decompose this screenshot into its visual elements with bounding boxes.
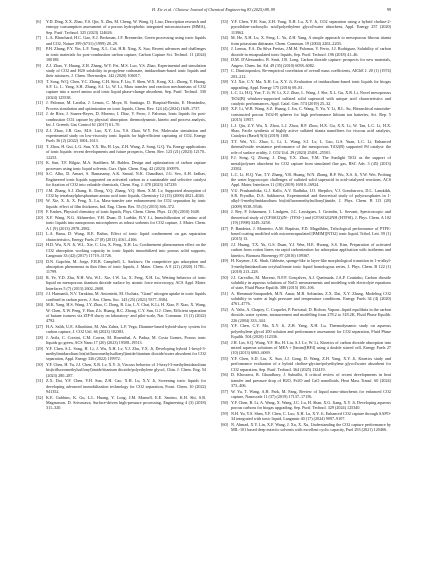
reference-entry [221,291,391,307]
reference-entry [221,188,391,209]
reference-entry [221,123,391,139]
reference-text: H. Kuymer, J.K. Shah, Gibbsite, sponge-like to layer-like morphological transition in 1-n-alkyl-3-methylimidazolium octylsulfonate ionic liquid homologous series, J. Phys. Chem. B 122 (1) (2018) 213–228. [231,258,391,274]
reference-text: F.J. Song, Q. Zhong, J. Ding, Y.X. Zhao, Y.M. The Sunlight TiO2 as the support of metal/polymer absorbent for CO2 capture from simulated flue gas, RSC Adv. 3 (45) (2013) 23502. [231,155,391,171]
reference-number: [10] [36,78,43,84]
reference-entry [221,422,391,433]
reference-text: Y.F. Chen, C.Y. Ma, X.Y. Ji, Z.H. Yang, X.H. Lu, Thermodynamic study on aqueous polyethylene glycol 200 solution and performance assessment for CO2 separation, Fluid Phase Equilib. 504 (2020) 112336. [231,323,391,340]
reference-number: [16] [36,171,43,177]
reference-text: M.K. Yang, H.S. Wang, J.Y. Zhao, C. Dong, B. Liu, L.Y. Chai, K.Li, H. Xiao, P. Xiao, X. Wang, W. Chen, X.W. Peng, Y. Han, Z.h. Huang, R.C. Zhong, C.Y. Sun, G.J. Chen, Efficient separation of butane isomers via ZIF-8 slurry on laboratory- and pilot-scale, Nat. Commun. 13 (1) (2022) 4792. [46,302,206,324]
reference-text: L.A. Blanchard, H.C. Gao, E.J. Beckman, J.F. Brennecke, Green processing using ionic liquids and CO2, Nature 399 (6731) (1999) 28–29. [46,35,206,46]
reference-number: [41] [221,122,228,128]
reference-entry [221,400,391,411]
reference-entry [36,242,206,258]
reference-text: N.H. Yu, Y.S. Shen, Y.F. Chen, C. Luo, X.H. Lu, X.Y. Ji, Enhanced CO2 capture through SAPO-34 integrated with ionic liquid, Langmuir 40 (17) (2024) 9097–9107. [231,410,391,421]
reference-number: [15] [36,160,43,166]
reference-text: L.A. Banu, D. Wang, R.E. Baltus, Effect of ionic liquid confinement on gas separation characteristics, Energy Fuels 27 (8) (2013) 4161–4166. [46,231,206,242]
reference-number: [32] [36,394,43,400]
reference-number: [28] [36,334,43,340]
reference-text: Y.J. Xie, C.Y. Ma, X.H. Lu, X.Y. Ji, Evaluation of imidazolium-based ionic liquids for biogas upgrading, Appl. Energy 175 (2016) 69–81. [231,79,391,90]
reference-text: V.U. Prashanthika, G.J. Kallo, A.V. Radhika, I.O. Shepilov, V.J. Goncharova, D.L. Lanskikh, S.R. Pryadko, D.A. Sakharova, Experimental and theoretical study of polyoxosphates in 1-alkyl-3-methylimidazolium bis(trifluoromethylsulfonyl)imide, J. Phys. Chem. B 113 (28) (2009) 9538–9546. [231,187,391,209]
reference-text: D.N. Gapchin, M. Jorge, F.R.B. Campbell, L. Sarkisov, On competitive gas adsorption and absorption phenomena in thin films of ionic liquids, J. Mater. Chem. A 8 (21) (2020) 11781–11799. [46,258,206,275]
reference-entry [36,171,206,187]
reference-text: Y.F. Chen, H. Yu, J.J. Chen, X.R. Lv, X.Y. Ji, Viscous behavior of 1-hexyl-3-methylimidazolium bis(trifluoromethylsulfonyl)imide/titanium dioxide/polyethylene glycol, Chin. J. Chem. Eng. 54 (2023) 280–287. [46,362,206,378]
reference-text: Y.D. Ding, X.X. Zhao, Y.S. Qin, X. Zhu, M. Cheng, W. Wang, Q. Liao, Description research and entropy consumption assessment of a porous hydrophobic integrated microstructures (MMA), Sep. Purif. Technol. 325 (2023) 124626. [46,19,206,35]
reference-text: R. Ye, Y.D. Zhu, N.H. Wu, W.L. Xie, J.W. Lu, X. Feng, X.H. Lu, Wetting behavior of ionic liquid on mesoporous titanium dioxide surface by atomic force microscopy, ACS Appl. Mater. Interfaces 5 (7) (2013) 2602–2608. [46,274,206,291]
reference-text: F. Endres, Physical chemistry of ionic liquids, Phys. Chem. Chem. Phys. 12 (8) (2010) 1648. [46,209,200,215]
reference-entry [221,389,391,400]
reference-text: P. Bandetra, J. Monteiro, A.M. Baptista, F.D. Magalhães, Tribological performance of PTFE-based coating modified with microencapsulated [BMIM][NTf2] ionic liquid, Tribol. Lett. 59 (1) (2015) 13. [231,225,391,242]
reference-text: A. Valtz, A. Chapoy, C. Coquelet, P. Paricaud, D. Richon, Vapour–liquid equilibria in the carbon dioxide–water system, measurement and modelling from 278.2 to 318.2K, Fluid Phase Equilib. 226 (2004) 333–344. [231,307,391,323]
reference-number: [29] [36,345,43,351]
reference-number: [50] [221,274,228,280]
reference-number: [18] [36,198,43,204]
reference-entry [36,35,206,46]
reference-text: L.J. Qiu, Z.Y. Wu, X. Zhou, L.J. Zhou, B.P. Zhou, H.X. Gu, X.X. Li, W. Tan, L.C. Li, H.X. Shao, Facile synthesis of highly active sulfated titania nanofibers for viscous acid catalysis, Catalysts (Basel) 9(3) (2019) 1168. [231,122,391,139]
reference-text: J.J. Huang, T.X. Yu, G.S. Duan, Y.J. Wen, H.E. Hwang, S.S. Kim, Preparation of activated carbon from cotton liners via rapid carbonization for adsorption application with isotherms and kinetics, Biomass Bioenergy 87 (2016) 109367. [231,242,391,258]
running-header [36,5,391,15]
reference-number: [6] [36,19,41,24]
reference-entry [221,68,391,79]
reference-text: J. de Riva, J. Suarez-Reyes, D. Moreno, I. Díaz, V. Ferro, J. Palomar, Ionic liquids for post-combustion CO2 capture by physical absorption: thermodynamic, kinetic and process analysis, Int. J. Greenh. Gas Control 61 (2017) 61–70. [46,111,206,127]
reference-number: [31] [36,378,43,384]
reference-number: [12] [36,111,43,117]
reference-text: A. Hemmati-Sarapardeh, M.N. Amar, M.R. Soltanian, Z.X. Dai, X.Y. Zhang, Modeling CO2 solubility in water at high pressure and temperature conditions, Energy Fuels 34 (4) (2020) 4761–4776. [231,290,391,307]
reference-entry [36,188,206,199]
reference-text: Z.J. Zhao, J.B. Gao, M.S. Luo, X.Y. Liu, Y.S. Zhao, W.Y. Fei, Molecular simulation and experimental study on low-viscosity ionic liquids for high-efficient capturing of CO2, Energy Fuels 36 (2) (2022) 1604–1613. [46,127,206,144]
reference-entry [36,198,206,209]
reference-number: [25] [36,291,43,297]
reference-number: [35] [221,46,228,52]
reference-number: [52] [221,307,228,313]
journal-citation-line: H. Xie et al. / Chinese Journal of Chemical Engineering 83 (2025) 88–99 [151,7,276,12]
reference-entry [221,323,391,339]
reference-entry [221,155,391,171]
reference-number: [57] [221,388,228,394]
reference-number: [14] [36,143,43,149]
reference-number: [21] [36,231,43,237]
reference-entry [221,172,391,188]
reference-text: L.C. Li, H.Q. Yue, T.Y. Zhang, Y.B. Huang, W.N. Zhang, B.P. Wu, X.S. Ji, Y.W. Wei, Probing the water hygroscopic challenges of sulfated solid superacid in acid-catalyzed reactions, ACS Appl. Mater. Interfaces 11 (18) (2019) 16910–16924. [231,171,391,188]
reference-entry [36,111,206,127]
reference-entry [221,139,391,155]
reference-entry [221,106,391,122]
reference-number: [53] [221,323,228,329]
reference-entry [221,411,391,422]
reference-entry [36,335,206,346]
reference-text: J.I. Harmanli, N.V. Tarakina, M. Antonietti, M. Oschatz, "Giant" nitrogen uptake in ionic liquids confined in carbon pores, J. Am. Chem. Soc. 143 (25) (2021) 9377–9384. [46,291,206,302]
reference-entry [36,275,206,291]
reference-number: [42] [221,139,228,145]
reference-number: [59] [221,410,228,416]
reference-entry [221,209,391,225]
reference-entry [221,258,391,274]
reference-number: [27] [36,323,43,329]
reference-text: D. Khosrava, R. Ghoudbary, J. Subudhi, A critical review of recent developments in heat transfer and pressure drop of H2O, Fe2O and CaO nanofluids, Heat Mass Transf. 60 (2024) 373–406. [231,372,391,388]
reference-text: K.E. Gubbins, K. Gu, L.L. Huang, Y. Long, J.M. Mansell, E.E. Santiso, K.H. Shi, S.B. Magnusson, D. Srivastava, Surface-driven high-pressure processing, Engineering 4 (3) (2018) 311–320. [46,394,206,411]
reference-text: Y.F. Chen, Y.H. Sun, Z.H. Yang, X.H. Lu, X.Y. Ji, CO2 separation using a hybrid choline-2-pyrrolidine-carboxylic acid/polyethylene glycol/water absorbent, Appl. Energy 257 (2020) 113962. [231,19,391,35]
reference-number: [38] [221,79,228,85]
reference-entry [221,307,391,323]
reference-entry [221,242,391,258]
reference-number: [13] [36,127,43,133]
reference-number: [20] [36,215,43,221]
reference-number: [54] [221,339,228,345]
reference-text: Y.F. Chen, S.D. Liu, X. Sun, J.J. Gong, D. Wang, Z.H. Yang, X.Y. Ji, Kinetics study and performance evaluation of a hybrid choline-glycine/polyethylene glycol/water absorbent for CO2 separation, Sep. Purif. Technol. 364 (2025) 132419. [231,356,391,372]
reference-number: [45] [221,187,228,193]
reference-number: [11] [36,100,43,106]
references-column-left [36,19,206,411]
reference-number: [8] [36,46,41,52]
reference-text: D.M. D'Alessandro, B. Smit, J.R. Long, Carbon dioxide capture: prospects for new materials, Angew. Chem. Int. Ed. 49 (35) (2010) 6058–6082. [231,57,391,68]
reference-entry [36,395,206,411]
reference-entry [36,209,206,214]
reference-entry [36,128,206,144]
reference-text: J. Rey, P. Johannsen, J. Lindgren, J.C. Lassègues, J. Grondin, L. Servant, Spectroscopic and theoretical study of (CF3SO2)2N− (TFSI−) and (CF3SO2)2NH (HTFSI), J. Phys. Chem. A 102 (19) (1998) 3249–3258. [231,209,391,226]
reference-text: T. Zhou, H. Gui, L.G. Sun, Y.X. Hu, H. Lyu, Z.H. Wang, Z. Song, G.Q. Yu, Energy applications of ionic liquids: recent developments and future prospects, Chem. Rev. 123 (21) (2023) 12170–12253. [46,143,206,160]
reference-entry [36,160,206,171]
reference-number: [34] [221,35,228,41]
reference-entry [221,372,391,388]
reference-number: [19] [36,209,43,215]
reference-number: [33] [221,19,228,24]
reference-text: H.D. Wu, X.N. Ji, W.L. Xie, C. Liu, X. Feng, X.H. Lu, Confinement phenomenon effect on the CO2 absorption working capacity in ionic liquids immobilized into porous solid supports, Langmuir 33 (42) (2017) 11719–11726. [46,242,206,259]
reference-number: [48] [221,242,228,248]
reference-number: [55] [221,356,228,361]
reference-number: [49] [221,258,228,264]
reference-entry [221,79,391,90]
reference-text: W. Xie, X. Ji, X. Feng, X. Lu, Mass-transfer rate enhancement for CO2 separation by ionic liquids: effect of film thickness, Ind. Eng. Chem. Res. 55 (1) (2015) 366–372. [46,198,206,209]
reference-text: J.H. Lin, S.Q. Wang, Y.F. Hu, H. Liu, S.J. Lv, W. Li, Kinetics of carbon dioxide absorption into mixed aqueous solutions of MEA + [bmim][BF4] using a double stirred cell, Energy Fuels 27 (10) (2013) 6063–6069. [231,339,391,356]
reference-text: S.C. Albo, D. Ansari, S. Ramasamy, A.K. Samal, N.K. Chaudhari, J.G. Seo, A.H. Jadhav, Engineered ionic liquids supported on activated carbon as a sustainable and selective catalyst for fixation of CO2 into valuable chemicals, Chem. Eng. J. 478 (2023) 147239. [46,171,206,187]
reference-number: [43] [221,155,228,161]
reference-number: [40] [221,106,228,112]
reference-entry [221,19,391,35]
reference-text: N. Ahmad, X.Y. Lin, X.F. Wang, J. Xu, X. Xu, Understanding the CO2 capture performance by MIL-101 based deep eutectic solvents with excellent cyclic capacity, Fuel 293 (2021) 120466. [231,421,391,432]
reference-text: W. Yu, T. Wang, A.H. Park, M. Fang, Review of liquid nano-absorbents for enhanced CO2 capture, Nanoscale 11 (37) (2019) 17137–17156. [231,388,391,399]
reference-text: T.T. Wei, Y.L. Zhao, L. Li, L. Wang, S.J. Lv, L. Gao, G.S. Yuan, L.C. Li, Enhanced thermal/oxide resistance performance of the mesoporous TiO2(B) supported Pd catalyst: the role of surface acidity, J. CO2 Util. 29 (2023) 25491–25501. [231,139,391,155]
reference-entry [221,226,391,242]
reference-number: [46] [221,209,228,215]
reference-number: [56] [221,372,228,378]
reference-entry [221,275,391,291]
reference-entry [36,362,206,378]
reference-number: [37] [221,68,228,74]
reference-text: J. Palomar, M. Larriba, J. Lemus, C. Moya, R. Santiago, D. Hospital-Benito, E. Hernández, Process simulation and optimization on ionic liquids, Chem. Rev. 124 (4) (2024) 1649–1737. [46,100,206,111]
reference-text: Z.J. Zhao, Y. Huang, Z.H. Zhang, W.Y. Fei, M.S. Luo, Y.S. Zhao, Experimental and simulation study of CO2 and H2S solubility in propylene carbonate, imidazolium-based ionic liquids and their mixtures, J. Chem. Thermodyn. 142 (2020) 106017. [46,62,206,79]
reference-text: X.F. Wang, N.G. Akhmedov, Y.H. Duan, D. Luebke, B.Y. Li, Immobilization of amino acid ionic liquids into nanoporous microspheres as robust sorbents for CO2 capture, J. Mater. Chem. A 1 (9) (2013) 2978–2982. [46,215,206,231]
reference-text: X.F. Li, W.B. Wang, S.Z. Huang, J. Jin, C. Wang, Y. Yu, Y. Li, B.L. Su, Hierarchical nanotube-constructed porous TiO2-B spheres for high performance lithium ion batteries, Sci. Rep. 5 (2015) 11957. [231,106,391,123]
reference-entry [36,231,206,242]
reference-number: [60] [221,421,228,427]
reference-number: [24] [36,274,43,280]
reference-number: [58] [221,399,228,405]
reference-entry [221,340,391,356]
reference-entry [221,46,391,57]
reference-text: L.C. Li, H.Q. Yue, T. Ji, W. Li, X.J. Zhao, L. Wang, J. She, X.L. Gu, X.R. Li, Novel mesoporous TiO2(B) whiskers-supported sulfated solid superacid with unique acid characteristics and catalytic performances, Appl. Catal. Gen. 574 (2019) 25–32. [231,90,391,106]
reference-text: Y.F. Chen, B. Li, A. Wang, X. Wang, J.C. Lu, H. Shan, X.G. Jiang, X.Y. Ji, Developing aqueous porous carbons for biogas upgrading, Sep. Purif. Technol. 329 (2024) 125340. [231,399,391,410]
reference-number: [47] [221,225,228,231]
reference-text: T. Song, W.Q. Chen, Y.C. Zhang, C.H. Sitta, F. Liu, Y. Shen, W.X. Kong, X.L. Zhong, Y. Huang, S.F. Li, L. Yang, S.H. Zhang, S.J. Li, W. Li, Mass transfer and reaction mechanisms of CO2 capture into a novel amino acid ionic liquid phase-change absorbent, Sep. Purif. Technol. 330 (2024) 125538. [46,78,206,100]
reference-number: [26] [36,302,43,308]
reference-entry [221,356,391,372]
reference-text: J.M. Zhang, S.J. Zhang, K. Dong, Y.Q. Zhang, Y.Q. Shen, X.M. Lv, Supported absorption of CO2 by tetrabutylphosphonium amino acid ionic liquids, Chemistry 12 (15) (2006) 4021–4026. [46,187,206,198]
references-column-right [221,19,391,433]
page-number: 99 [386,7,391,12]
reference-entry [36,46,206,62]
reference-text: P.H. Zhang, P.Y. Yin, L.F. Yang, X.L. Cui, H.B. Xing, X. Suo, Recent advances and challenges in ionic materials for post-combustion carbon capture, Carbon Capture Sci. Technol. 11 (2024) 100188. [46,46,206,62]
reference-entry [36,346,206,362]
reference-entry [221,57,391,68]
reference-number: [23] [36,258,43,264]
reference-entry [36,63,206,79]
reference-number: [44] [221,171,228,177]
reference-entry [36,378,206,394]
reference-number: [7] [36,35,41,41]
reference-entry [36,291,206,302]
reference-entry [221,35,391,46]
reference-entry [36,19,206,35]
reference-number: [9] [36,62,41,68]
reference-text: K. Sun, T.F. Bilgaz, M.A. Stadtherr, M. Baldea, Design and optimization of carbon capture processes using ionic liquid solvents, Curr. Opin. Chem. Eng. 42 (2023) 100976. [46,160,206,171]
reference-text: Y.F. Chen, S.L. Song, H. Li, J. Wu, X.H. Lv, Y.J. Zhu, Y.X. Ji, Developing hybrid 1-hexyl-3-methylimidazolium bis(trifluoromethylsulfonyl)imide/titanium dioxide/water absorbent for CO2 separation, Appl. Energy 326 (2022) 119972. [46,345,206,362]
reference-number: [36] [221,57,228,63]
reference-number: [17] [36,187,43,193]
reference-text: Z.X. Dai, Y.F. Chen, Y.H. Sun, Z.H. Cao, X.H. Lu, X.Y. Ji, Screening ionic liquids for developing advanced immobilization technology for CO2 separation, Front. Chem. 10 (2022) 941352. [46,378,206,394]
reference-text: C. Dimitropoulos, Re-empirical correlation of overall mass coefficients, AIChE J. 20 (1) (1974) 203–212. [231,68,391,79]
reference-text: H.A. Salih, U.E. Alhashimi, M. Abu Zahra, L.F. Vega, Diamine-based hybrid-slurry system for carbon capture, J. CO2 Util. 66 (2023) 102383. [46,323,206,335]
reference-number: [39] [221,90,228,96]
reference-text: J. Lemus, F.A. Da Silva Freitas, J.M.M. Palomar, V. Ferro, J.J. Rodriguez, Solubility of carbon dioxide in encapsulated ionic liquids, Sep. Purif. Technol. 196 (2018) 41–46. [231,46,391,57]
reference-entry [36,144,206,160]
reference-entry [36,215,206,231]
reference-entry [36,100,206,111]
reference-number: [51] [221,290,228,296]
reference-entry [36,259,206,275]
reference-entry [221,90,391,106]
reference-entry [36,302,206,323]
reference-text: J. Avila, C. Corsini, C.M. Correa, M. Rosenthal, A. Padua, M. Costa Gomes, Porous ionic liquids go green, ACS Nano 17 (20) (2023) 19508–19513. [46,334,206,346]
reference-entry [36,324,206,335]
reference-number: [22] [36,242,43,248]
reference-text: J.J. Carvalho, M. Moreno, N.F.P. Gonçalves, A.J. Queimada, J.A.P. Coutinho, Carbon dioxide solubility in aqueous solutions of NaCl: measurements and modeling with electrolyte equations of state, Fluid Phase Equilib. 388 (2015) 100–106. [231,274,391,291]
reference-entry [36,79,206,100]
reference-text: M. He, X.H. Lu, X. Feng, L. Yu, Z.H. Yang, A simple approach to mesoporous fibrous titania from potassium dititanate, Chem. Commun. 19 (2004) 2202–2203. [231,35,391,46]
reference-number: [30] [36,362,43,368]
